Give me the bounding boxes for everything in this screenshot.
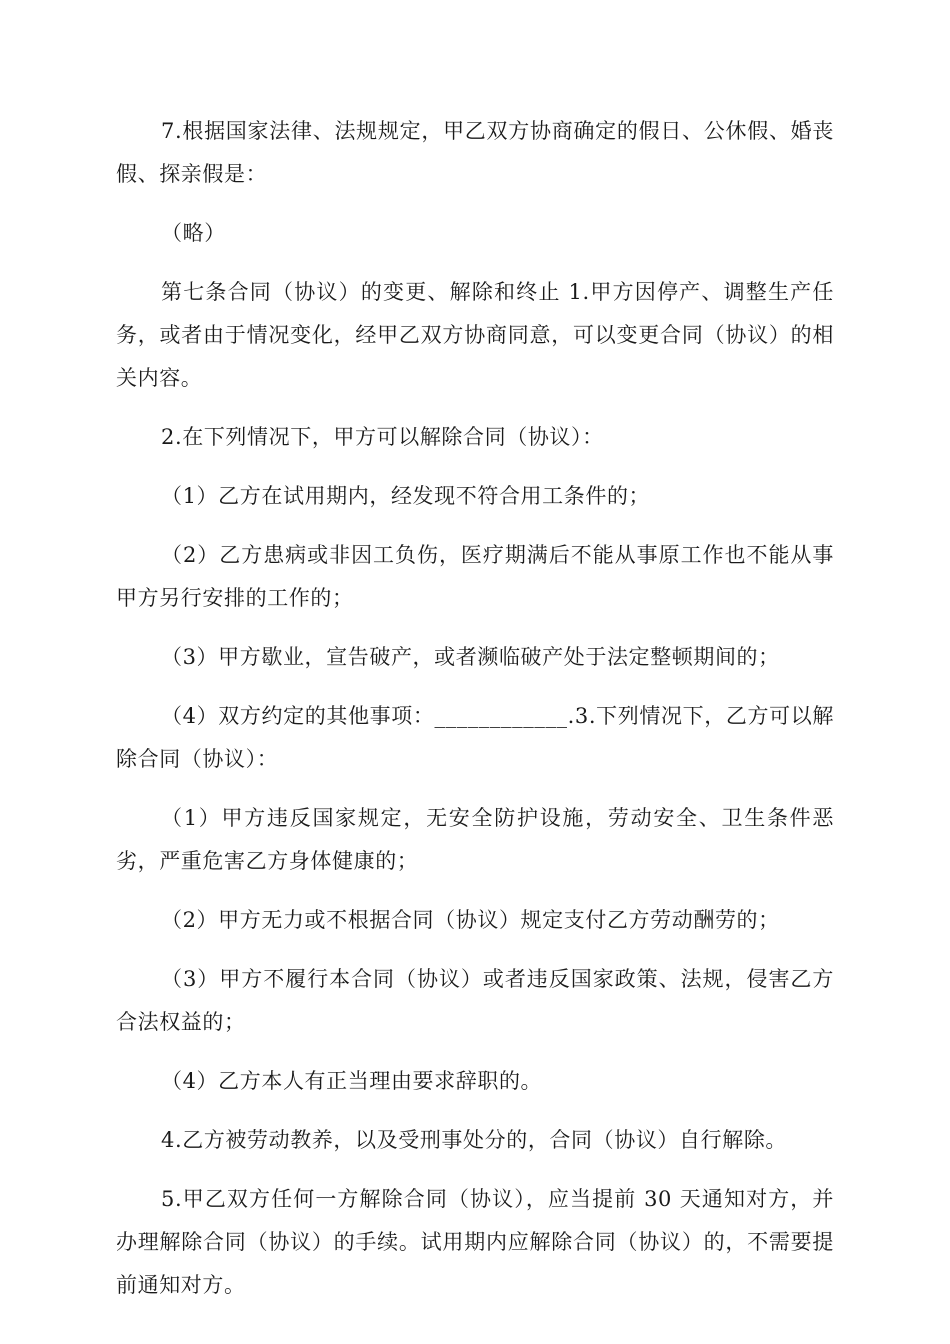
document-body [116,110,834,1323]
paragraph-holidays: 7.根据国家法律、法规规定，甲乙双方协商确定的假日、公休假、婚丧假、探亲假是： [116,119,834,186]
paragraph-employee-clause-3: （3）甲方不履行本合同（协议）或者违反国家政策、法规，侵害乙方合法权益的； [116,967,834,1034]
paragraph-employee-clause-1: （1）甲方违反国家规定，无安全防护设施，劳动安全、卫生条件恶劣，严重危害乙方身体健康的； [116,806,834,873]
paragraph-employee-clause-4: （4）乙方本人有正当理由要求辞职的。 [161,1069,543,1093]
paragraph-employee-clause-2: （2）甲方无力或不根据合同（协议）规定支付乙方劳动酬劳的； [161,908,780,932]
paragraph-article-7: 第七条合同（协议）的变更、解除和终止 1.甲方因停产、调整生产任务，或者由于情况变化，经甲乙双方协商同意，可以变更合同（协议）的相关内容。 [116,280,834,390]
paragraph-automatic-termination: 4.乙方被劳动教养，以及受刑事处分的，合同（协议）自行解除。 [161,1128,788,1152]
paragraph-clause-2: （2）乙方患病或非因工负伤，医疗期满后不能从事原工作也不能从事甲方另行安排的工作的； [116,543,834,610]
paragraph-clause-3: （3）甲方歇业，宣告破产，或者濒临破产处于法定整顿期间的； [161,645,780,669]
paragraph-employer-termination: 2.在下列情况下，甲方可以解除合同（协议）： [161,425,604,449]
paragraph-notice-period: 5.甲乙双方任何一方解除合同（协议），应当提前 30 天通知对方，并办理解除合同（协议）的手续。试用期内应解除合同（协议）的，不需要提前通知对方。 [116,1187,834,1297]
paragraph-clause-4: （4）双方约定的其他事项：____________.3.下列情况下，乙方可以解除合同（协议）： [116,704,834,771]
paragraph-clause-1: （1）乙方在试用期内，经发现不符合用工条件的； [161,484,651,508]
paragraph-omitted: （略） [161,221,226,245]
